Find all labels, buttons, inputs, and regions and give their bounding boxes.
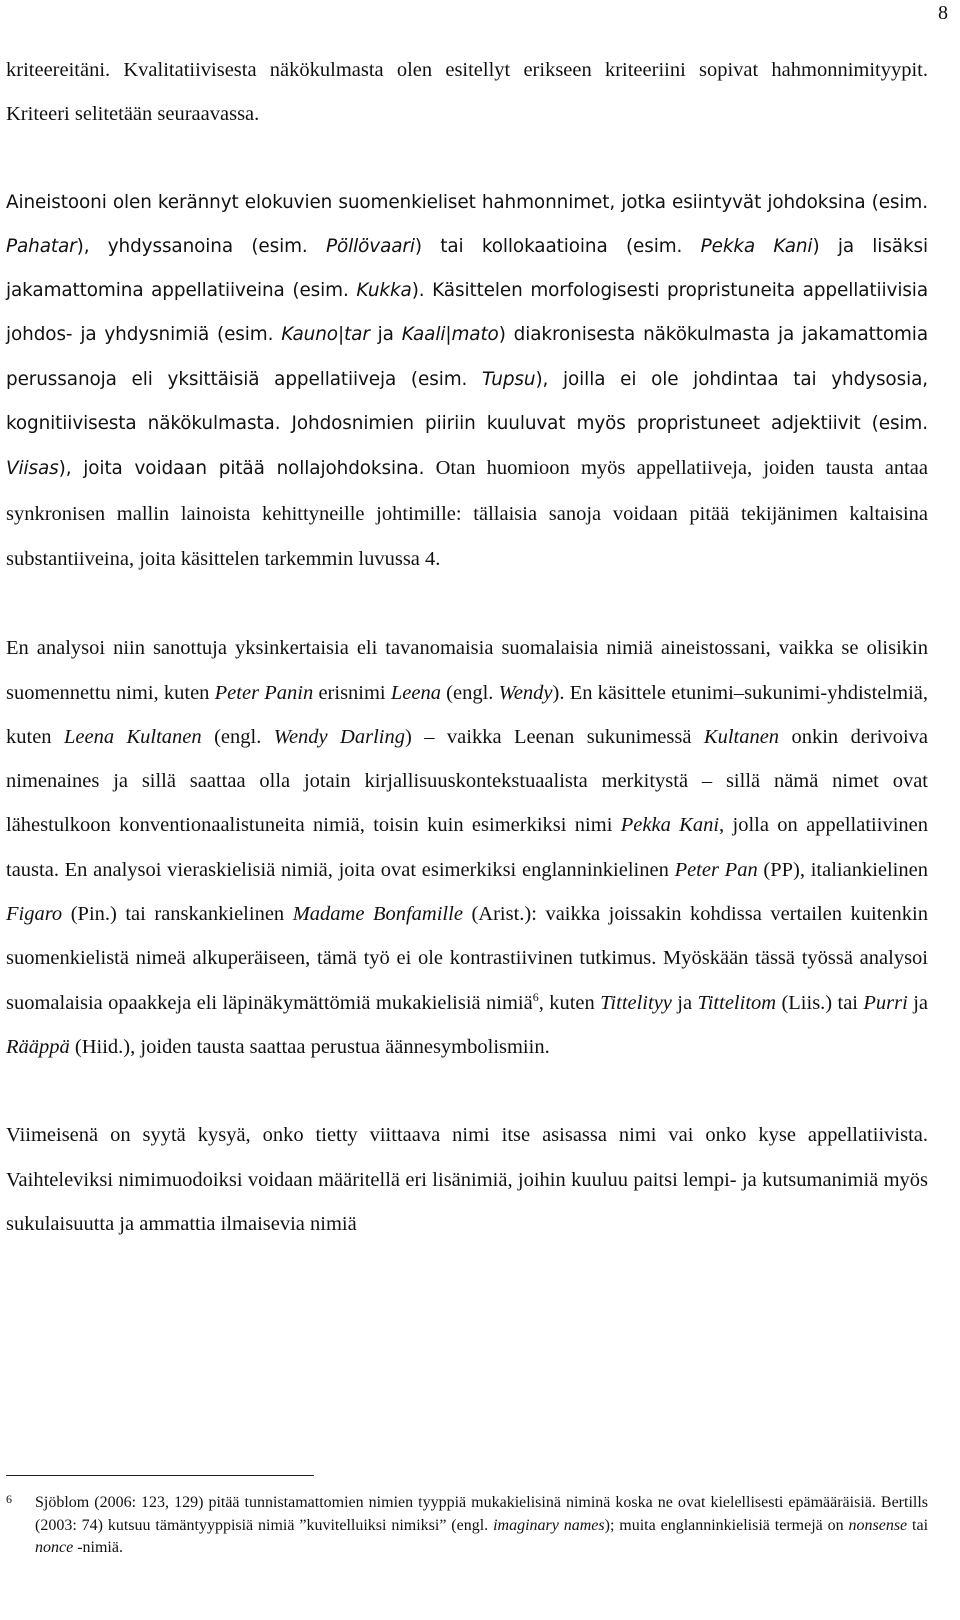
italic-term: Rääppä xyxy=(6,1035,70,1058)
italic-term: Kaali|mato xyxy=(401,324,499,346)
text-run: ). Käsittelen morfologisesti propristuneita appellatiivisia johdos- ja yhdysnimiä (esim. xyxy=(6,280,928,346)
text-run: (Pin.) tai ranskankielinen xyxy=(62,903,293,926)
paragraph-4 xyxy=(6,1113,928,1246)
text-run: (PP), italiankielinen xyxy=(757,858,928,881)
text-run: Viimeisenä on syytä kysyä, onko tietty viittaava nimi itse asisassa nimi vai onko kyse appellatiivista. Vaihteleviksi nimimuodoiksi voidaan määritellä eri lisänimiä, joihin kuuluu paitsi lempi- ja kutsumanimiä myös sukulaisuutta ja ammattia ilmaisevia nimiä xyxy=(6,1124,928,1235)
text-run: ) tai kollokaatioina (esim. xyxy=(414,235,701,257)
footnote xyxy=(6,1492,928,1560)
text-run: , jolla on appellatiivinen tausta. En analysoi vieraskielisiä nimiä, joita ovat esimerkiksi englanninkielinen xyxy=(6,814,928,881)
text-run: ), joilla ei ole johdintaa tai yhdysosia, kognitiivisesta näkökulmasta. Johdosnimien piiriin kuuluvat myös propristuneet adjektiivit (esim. xyxy=(6,368,928,435)
italic-term: Leena Kultanen xyxy=(63,725,202,748)
italic-term: Purri xyxy=(863,991,908,1014)
italic-term: Pekka Kani xyxy=(700,235,813,257)
text-run: ja xyxy=(907,991,929,1014)
italic-term: Leena xyxy=(390,681,441,704)
italic-term: imaginary names xyxy=(493,1516,605,1534)
text-run: tai xyxy=(907,1516,929,1534)
italic-term: Kauno|tar xyxy=(281,324,370,346)
italic-term: Tittelitom xyxy=(697,991,777,1014)
text-run: ) ja lisäksi jakamattomina appellatiiveina (esim. xyxy=(6,235,929,302)
text-run: (engl. xyxy=(201,725,274,748)
page-number: 8 xyxy=(938,2,948,24)
footnote-divider xyxy=(6,1475,314,1476)
body-text xyxy=(6,48,928,1246)
text-run: kriteereitäni. Kvalitatiivisesta näkökulmasta olen esitellyt erikseen kriteeriini sopivat hahmonnimityypit. Kriteeri selitetään seuraavassa. xyxy=(6,59,928,126)
text-run: ). En käsittele etunimi–sukunimi-yhdistelmiä, kuten xyxy=(6,681,928,748)
italic-term: Kukka xyxy=(356,280,412,302)
text-run: ); muita englanninkielisiä termejä on xyxy=(604,1516,849,1534)
italic-term: Pahatar xyxy=(6,235,77,257)
italic-term: Peter Panin xyxy=(214,681,314,704)
text-run: onkin derivoiva nimenaines ja sillä saattaa olla jotain kirjallisuuskontekstuaalista merkitystä – sillä nämä nimet ovat lähestulkoon konventionaalistuneita nimiä, toisin kuin esimerkiksi nimi xyxy=(6,725,929,837)
text-run: Otan huomioon myös appellatiiveja, joiden tausta antaa synkronisen mallin lainoista kehittyneille johtimille: tällaisia sanoja voidaan pitää tekijänimen kaltaisina substantiiveina, joita käsittelen tarkemmin luvussa 4. xyxy=(6,457,928,570)
italic-term: Pöllövaari xyxy=(325,235,415,257)
footnote-text xyxy=(35,1492,928,1560)
text-run: ), joita voidaan pitää nollajohdoksina. xyxy=(58,458,425,480)
italic-term: Pekka Kani xyxy=(620,814,720,837)
text-run: -nimiä. xyxy=(73,1539,123,1557)
text-run: ) – vaikka Leenan sukunimessä xyxy=(404,725,704,748)
footnote-reference: 6 xyxy=(532,989,539,1004)
text-run: ja xyxy=(671,991,698,1014)
italic-term: Madame Bonfamille xyxy=(292,903,463,926)
italic-term: Tupsu xyxy=(482,368,536,390)
text-run: erisnimi xyxy=(313,681,391,704)
paragraph-3 xyxy=(6,626,928,1069)
italic-term: Peter Pan xyxy=(674,858,758,881)
italic-term: Viisas xyxy=(6,458,59,480)
text-run: En analysoi niin sanottuja yksinkertaisia eli tavanomaisia suomalaisia nimiä aineistossani, vaikka se olisikin suomennettu nimi, kuten xyxy=(6,637,928,704)
italic-term: Kultanen xyxy=(703,725,780,748)
text-run: , kuten xyxy=(538,991,601,1014)
text-run: (Hiid.), joiden tausta saattaa perustua äännesymbolismiin. xyxy=(69,1035,550,1058)
italic-term: nonce xyxy=(35,1539,74,1557)
text-run: Sjöblom (2006: 123, 129) pitää tunnistamattomien nimien tyyppiä mukakielisinä niminä koska ne ovat kielellisesti epämääräisiä. Bertills (2003: 74) kutsuu tämäntyyppisiä nimiä ”kuvitelluiksi nimiksi” (engl. xyxy=(35,1494,928,1534)
text-run: Aineistooni olen kerännyt elokuvien suomenkieliset hahmonnimet, jotka esiintyvät johdoksina (esim. xyxy=(6,191,928,213)
text-run: ja xyxy=(369,324,402,346)
italic-term: Figaro xyxy=(6,903,63,926)
text-run: (engl. xyxy=(440,681,499,704)
text-run: (Arist.): vaikka joissakin kohdissa vertailen kuitenkin suomenkielistä nimeä alkuperäiseen, tämä työ ei ole kontrastiivinen tutkimus. Myöskään tässä työssä analysoi suomalaisia opaakkeja eli läpinäkymättömiä mukakielisiä nimiä xyxy=(6,903,928,1014)
text-run: ), yhdyssanoina (esim. xyxy=(76,235,326,257)
paragraph-1 xyxy=(6,48,928,137)
text-run: ) diakronisesta näkökulmasta ja jakamattomia perussanoja eli yksittäisiä appellatiiveja (esim. xyxy=(6,324,928,390)
text-run: (Liis.) tai xyxy=(776,991,864,1014)
footnote-number: 6 xyxy=(6,1492,12,1506)
italic-term: nonsense xyxy=(848,1516,908,1534)
italic-term: Tittelityy xyxy=(600,991,672,1014)
italic-term: Wendy Darling xyxy=(273,725,405,748)
paragraph-2 xyxy=(6,181,928,583)
italic-term: Wendy xyxy=(498,681,553,704)
